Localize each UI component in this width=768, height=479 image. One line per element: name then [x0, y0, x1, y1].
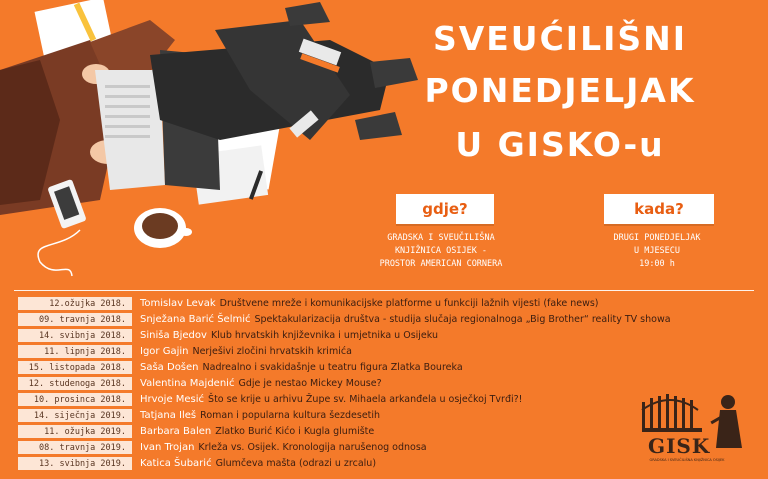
event-topic: Društvene mreže i komunikacijske platforme u funkciji lažnih vijesti (fake news): [219, 298, 599, 310]
event-topic: Što se krije u arhivu Župe sv. Mihaela arkanđela u osječkoj Tvrđi?!: [208, 394, 523, 406]
event-speaker: Valentina Majdenić: [140, 378, 235, 390]
event-date: 12. studenoga 2018.: [18, 377, 132, 390]
event-topic: Nerješivi zločini hrvatskih krimića: [192, 346, 352, 358]
location-line: PROSTOR AMERICAN CORNERA: [379, 259, 503, 269]
where-label-badge: gdje?: [396, 194, 494, 224]
page-title-line-1: SVEUĆILIŠNI: [432, 19, 688, 58]
event-speaker: Tatjana Ileš: [140, 410, 197, 422]
page-title-line-2: PONEDJELJAK: [424, 71, 696, 110]
event-topic: Spektakularizacija društva - studija slučaja regionalnoga „Big Brother“ reality TV showa: [254, 314, 671, 326]
location-line: GRADSKA I SVEUČILIŠNA: [387, 233, 495, 243]
location-info: [355, 232, 527, 271]
event-topic: Roman i popularna kultura šezdesetih: [200, 410, 381, 422]
event-speaker: Katica Šubarić: [140, 458, 212, 470]
earphones-icon: [38, 230, 80, 276]
event-speaker: Hrvoje Mesić: [140, 394, 205, 406]
event-topic: Glumčeva mašta (odrazi u zrcalu): [215, 458, 377, 470]
event-date: 15. listopada 2018.: [18, 361, 132, 374]
event-topic: Nadrealno i svakidašnje u teatru figura Zlatka Boureka: [202, 362, 463, 374]
event-speaker: Siniša Bjedov: [140, 330, 207, 342]
event-row: [18, 312, 758, 328]
event-date: 14. siječnja 2019.: [18, 409, 132, 422]
event-date: 11. lipnja 2018.: [18, 345, 132, 358]
event-speaker: Barbara Balen: [140, 426, 212, 438]
event-date: 12.ožujka 2018.: [18, 297, 132, 310]
event-row: [18, 360, 758, 376]
time-line: DRUGI PONEDJELJAK: [613, 233, 701, 243]
event-row: [18, 328, 758, 344]
event-speaker: Saša Došen: [140, 362, 199, 374]
event-row: [18, 344, 758, 360]
coffee-cup-icon: [134, 208, 192, 248]
location-line: KNJIŽNICA OSIJEK -: [394, 246, 488, 256]
event-date: 14. svibnja 2018.: [18, 329, 132, 342]
event-topic: Gdje je nestao Mickey Mouse?: [238, 378, 382, 390]
event-speaker: Tomislav Levak: [140, 298, 216, 310]
logo-text: GISK: [648, 434, 711, 458]
event-date: 11. ožujka 2019.: [18, 425, 132, 438]
event-speaker: Igor Gajin: [140, 346, 189, 358]
event-topic: Klub hrvatskih književnika i umjetnika u Osijeku: [210, 330, 438, 342]
time-line: U MJESECU: [633, 246, 681, 256]
event-speaker: Snježana Barić Šelmić: [140, 314, 251, 326]
when-label-badge: kada?: [604, 194, 714, 224]
logo-subtitle: GRADSKA I SVEUČILIŠNA KNJIŽNICA OSIJEK: [649, 458, 725, 462]
event-row: [18, 296, 758, 312]
event-topic: Zlatko Burić Kićo i Kugla glumište: [215, 426, 375, 438]
event-date: 08. travnja 2019.: [18, 441, 132, 454]
time-line: 19:00 h: [639, 259, 675, 269]
divider: [14, 290, 754, 291]
event-date: 13. svibnja 2019.: [18, 457, 132, 470]
legs: [150, 20, 390, 140]
time-info: [582, 232, 732, 271]
page-title-line-3: U GISKO-u: [455, 125, 665, 164]
event-speaker: Ivan Trojan: [140, 442, 195, 454]
event-date: 09. travnja 2018.: [18, 313, 132, 326]
event-date: 10. prosinca 2018.: [18, 393, 132, 406]
event-topic: Krleža vs. Osijek. Kronologija narušenog odnosa: [198, 442, 427, 454]
